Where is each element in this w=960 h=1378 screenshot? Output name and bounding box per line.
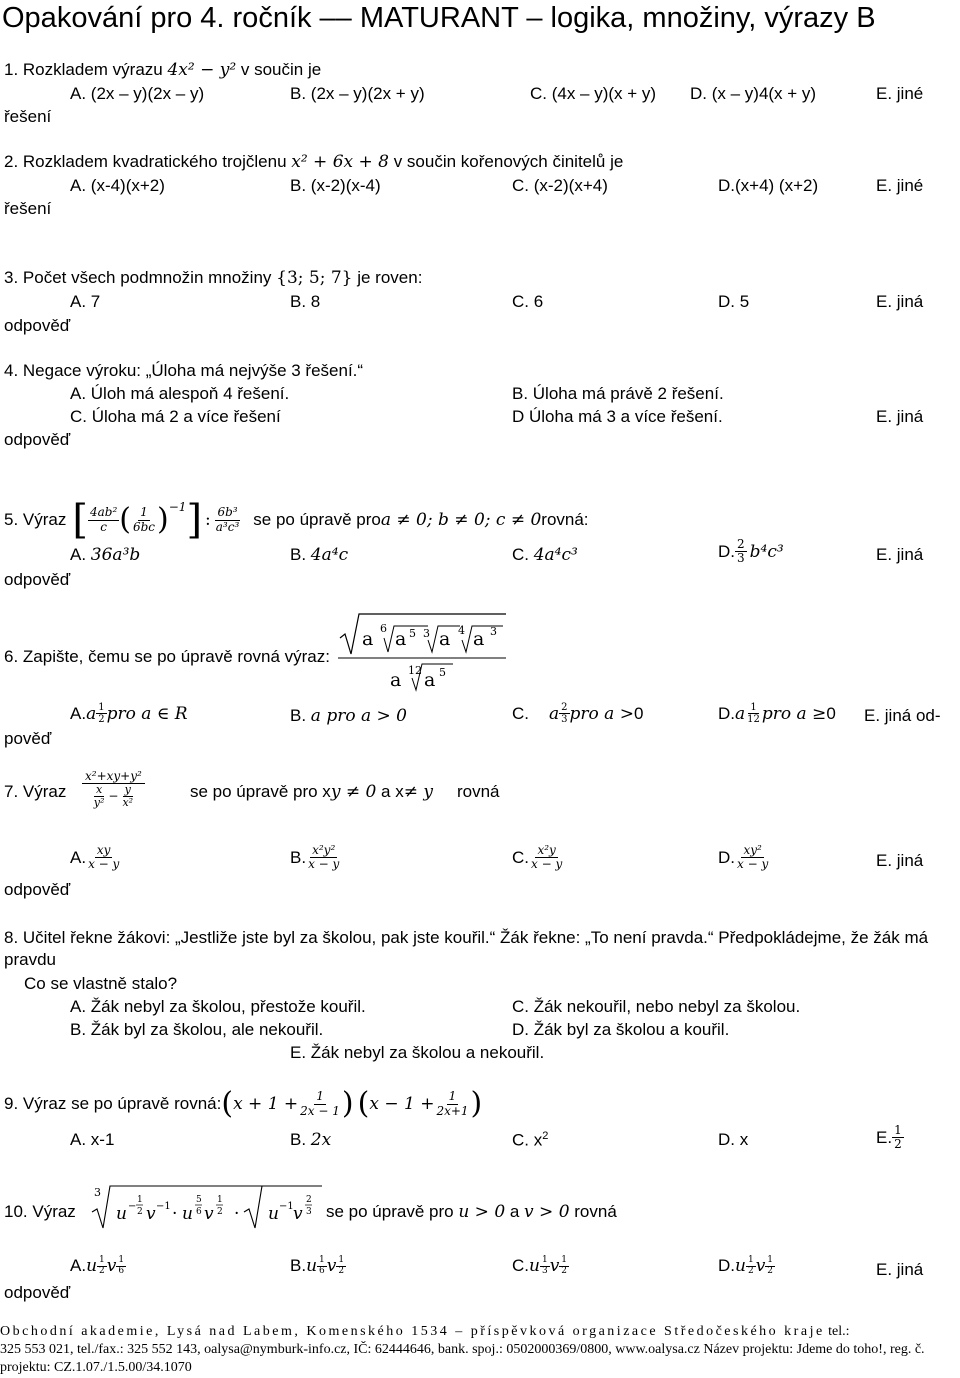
q4-option-d[interactable]: D Úloha má 3 a více řešení. [512, 407, 723, 426]
q1-option-e[interactable]: E. jiné [876, 84, 924, 103]
q1-expr: 4x² − y² [167, 60, 237, 80]
svg-text:5: 5 [439, 666, 446, 679]
q2-option-c[interactable]: C. (x-2)(x+4) [512, 176, 608, 195]
q5-prompt: 5. Výraz [ $\frac{\text{4ab²}}{c}$ ( $\frac{1}{6bc}$ ) −1 ] : $\frac{\text{6b³}}{\text{a³c³}}$ se po úpravě pro a ≠ 0; b ≠ 0; c ≠ 0 rovná: [4, 497, 589, 543]
q5-option-a[interactable]: A. 36a³b [70, 545, 141, 565]
svg-text:v: v [146, 1204, 156, 1224]
q5-option-b[interactable]: B. 4a⁴c [290, 545, 349, 565]
q1-option-d[interactable]: D. (x – y)4(x + y) [690, 84, 817, 103]
q3-set: {3; 5; 7} [276, 268, 353, 288]
q5-right-bracket: ] [186, 497, 203, 543]
q3-prompt: 3. Počet všech podmnožin množiny {3; 5; 7} je roven: [4, 268, 423, 288]
q5-right-paren: ) [157, 502, 169, 537]
svg-text:a: a [424, 669, 436, 691]
q7-option-b[interactable]: B. $\frac{\text{x²y²}}{x - y}$ [290, 843, 340, 872]
q9-option-d[interactable]: D. x [718, 1130, 749, 1149]
q9-option-c[interactable]: C. $x^2$ [512, 1130, 549, 1150]
q3-option-e[interactable]: E. jiná [876, 292, 924, 311]
svg-text:2: 2 [137, 1207, 143, 1217]
svg-text:−1: −1 [279, 1201, 294, 1212]
q5-frac1: $\frac{\text{4ab²}}{c}$ [89, 505, 118, 534]
q4-option-c[interactable]: C. Úloha má 2 a více řešení [70, 407, 281, 426]
q6-option-a[interactable]: A. a $\frac{1}{2}$ pro a ∈ R [70, 702, 188, 725]
q7-compound-fraction: x²+xy+y² $\frac{x}{\text{y²}}$ − $\frac{y}{\text{x²}}$ [82, 770, 145, 809]
q9-option-e[interactable]: E. $\frac{1}{2}$ [876, 1123, 902, 1152]
svg-text:12: 12 [408, 664, 422, 677]
q3-option-b[interactable]: B. 8 [290, 292, 321, 311]
q6-option-b[interactable]: B. a pro a > 0 [290, 706, 407, 726]
q4-prompt: 4. Negace výroku: „Úloha má nejvýše 3 řešení.“ [4, 361, 364, 380]
q7-answer-link[interactable]: odpověď [4, 880, 71, 899]
svg-text:−: − [128, 1201, 137, 1212]
q10-option-e[interactable]: E. jiná [876, 1260, 924, 1279]
svg-text:1: 1 [217, 1195, 223, 1205]
q9-prompt: 9. Výraz se po úpravě rovná: ( x + 1 + $\frac{1}{2x - 1}$ ) ( x − 1 + $\frac{1}{2x+1}$ ) [4, 1086, 483, 1121]
q6-answer-link[interactable]: pověď [4, 729, 52, 748]
q7-label: 7. Výraz [4, 782, 67, 801]
svg-text:v: v [293, 1204, 303, 1224]
q10-option-c[interactable]: C. u $\frac{1}{3}$ v $\frac{1}{2}$ [512, 1255, 568, 1277]
q6-prompt: 6. Zapište, čemu se po úpravě rovná výraz: [4, 647, 330, 666]
q5-frac3: $\frac{\text{6b³}}{\text{a³c³}}$ [215, 505, 240, 534]
svg-text:u: u [268, 1204, 279, 1224]
q8-line2: pravdu [4, 950, 56, 969]
svg-text:a: a [395, 628, 407, 650]
svg-text:3: 3 [490, 625, 497, 638]
q7-option-c[interactable]: C. $\frac{\text{x²y}}{x - y}$ [512, 843, 563, 872]
svg-text:3: 3 [94, 1186, 101, 1199]
q1-option-c[interactable]: C. (4x – y)(x + y) [530, 84, 657, 103]
svg-text:2: 2 [217, 1207, 223, 1217]
q10-label: 10. Výraz [4, 1202, 76, 1221]
q1-solution-link[interactable]: řešení [4, 107, 52, 126]
q7-option-a[interactable]: A. $\frac{xy}{x - y}$ [70, 843, 120, 872]
q8-option-a[interactable]: A. Žák nebyl za školou, přestože kouřil. [70, 997, 366, 1016]
q3-option-a[interactable]: A. 7 [70, 292, 101, 311]
q2-expr: x² + 6x + 8 [291, 152, 389, 172]
q2-solution-link[interactable]: řešení [4, 199, 52, 218]
q3-option-d[interactable]: D. 5 [718, 292, 750, 311]
q8-option-c[interactable]: C. Žák nekouřil, nebo nebyl za školou. [512, 997, 801, 1016]
q5-condition: a ≠ 0; b ≠ 0; c ≠ 0 [380, 510, 542, 530]
q4-option-b[interactable]: B. Úloha má právě 2 řešení. [512, 384, 724, 403]
svg-text:5: 5 [196, 1195, 202, 1205]
q7-option-e[interactable]: E. jiná [876, 851, 924, 870]
q8-line1: 8. Učitel řekne žákovi: „Jestliže jste byl za školou, pak jste kouřil.“ Žák řekne: „To není pravda.“ Předpokládejme, že žák má [4, 928, 929, 947]
q6-option-d[interactable]: D. a $\frac{1}{12}$ pro a ≥ 0 [718, 702, 836, 725]
q7-prompt: se po úpravě pro xy ≠ 0 a x≠ y rovná [190, 782, 500, 802]
svg-text:u: u [116, 1204, 127, 1224]
page-title: Opakování pro 4. ročník –– MATURANT – logika, množiny, výrazy B [2, 2, 876, 34]
svg-text:a: a [473, 628, 485, 650]
q5-left-bracket: [ [72, 497, 88, 543]
q6-num-a: a [362, 628, 374, 650]
svg-text:3: 3 [423, 627, 430, 640]
q1-option-a[interactable]: A. (2x – y)(2x – y) [70, 84, 205, 103]
svg-text:·: · [234, 1204, 240, 1224]
svg-text:6: 6 [380, 622, 387, 635]
footer-school: Obchodní akademie, Lysá nad Labem, Komenského 1534 – příspěvková organizace Středočeského kraje [0, 1324, 825, 1339]
q10-option-d[interactable]: D. u $\frac{1}{2}$ v $\frac{1}{2}$ [718, 1255, 774, 1277]
q5-option-d[interactable]: D. $\frac{2}{3}$ b⁴c³ [718, 537, 784, 566]
q5-divide: : [205, 510, 211, 530]
q5-exponent: −1 [168, 500, 187, 514]
q2-option-a[interactable]: A. (x-4)(x+2) [70, 176, 165, 195]
q10-prompt: se po úpravě pro u > 0 a v > 0 rovná [326, 1202, 617, 1222]
q5-option-e[interactable]: E. jiná [876, 545, 924, 564]
svg-text:a: a [439, 628, 451, 650]
q1-prompt: 1. Rozkladem výrazu 4x² − y² v součin je [4, 60, 322, 80]
q6-option-e[interactable]: E. jiná od- [864, 706, 941, 725]
svg-text:a: a [390, 669, 402, 691]
q4-option-e[interactable]: E. jiná [876, 407, 924, 426]
q5-left-paren: ( [119, 502, 131, 537]
q8-option-b[interactable]: B. Žák byl za školou, ale nekouřil. [70, 1020, 324, 1039]
svg-text:1: 1 [137, 1195, 143, 1205]
q2-option-e[interactable]: E. jiné [876, 176, 924, 195]
page-footer: Obchodní akademie, Lysá nad Labem, Komenského 1534 – příspěvková organizace Středočeského kraje tel.: 325 553 021, tel./fax.: 325 552 143, oalysa@nymburk-info.cz, IČ: 62444646, bank. spoj.: 0502000369/0800, www.oalysa.cz Název projektu: Jdeme do toho!, reg. č. projektu: CZ.1.07./1.5.00/34.1070 [0, 1324, 925, 1375]
q9-option-b[interactable]: B. 2x [290, 1130, 332, 1150]
svg-text:v: v [204, 1204, 214, 1224]
q2-option-b[interactable]: B. (x-2)(x-4) [290, 176, 381, 195]
q8-question: Co se vlastně stalo? [24, 974, 178, 993]
q5-option-c[interactable]: C. 4a⁴c³ [512, 545, 578, 565]
svg-text:u: u [182, 1204, 193, 1224]
q10-radical-expression [86, 1182, 326, 1232]
q4-answer-link[interactable]: odpověď [4, 430, 71, 449]
q2-option-d[interactable]: D.(x+4) (x+2) [718, 176, 819, 195]
q3-answer-link[interactable]: odpověď [4, 316, 71, 335]
footer-contact: 325 553 021, tel./fax.: 325 552 143, oalysa@nymburk-info.cz, IČ: 62444646, bank. spoj.: 0502000369/0800, www.oalysa.cz Název projektu: Jdeme do toho!, reg. č. projektu: CZ.1.07./1.5.00/34.1070 [0, 1342, 925, 1375]
svg-text:3: 3 [306, 1207, 312, 1217]
q10-option-a[interactable]: A. u $\frac{1}{2}$ v $\frac{1}{6}$ [70, 1255, 125, 1277]
q3-option-c[interactable]: C. 6 [512, 292, 544, 311]
q1-option-b[interactable]: B. (2x – y)(2x + y) [290, 84, 425, 103]
svg-text:−1: −1 [156, 1201, 171, 1212]
q8-option-e[interactable]: E. Žák nebyl za školou a nekouřil. [290, 1043, 545, 1062]
svg-text:5: 5 [409, 627, 416, 640]
q8-option-d[interactable]: D. Žák byl za školou a kouřil. [512, 1020, 730, 1039]
q10-answer-link[interactable]: odpověď [4, 1283, 71, 1302]
q7-option-d[interactable]: D. $\frac{\text{xy²}}{x - y}$ [718, 843, 769, 872]
svg-text:4: 4 [458, 624, 465, 637]
q9-option-a[interactable]: A. x-1 [70, 1130, 115, 1149]
q10-option-b[interactable]: B. u $\frac{1}{6}$ v $\frac{1}{2}$ [290, 1255, 345, 1277]
q2-prompt: 2. Rozkladem kvadratického trojčlenu x² + 6x + 8 v součin kořenových činitelů je [4, 152, 624, 172]
svg-text:·: · [172, 1204, 178, 1224]
q4-option-a[interactable]: A. Úloh má alespoň 4 řešení. [70, 384, 290, 403]
q6-option-c[interactable]: C. a $\frac{2}{3}$ pro a > 0 [512, 702, 644, 725]
svg-text:2: 2 [306, 1195, 312, 1205]
q6-radical-expression [338, 612, 508, 697]
svg-text:6: 6 [196, 1207, 202, 1217]
q5-frac2: $\frac{1}{6bc}$ [132, 505, 156, 534]
q5-answer-link[interactable]: odpověď [4, 570, 71, 589]
